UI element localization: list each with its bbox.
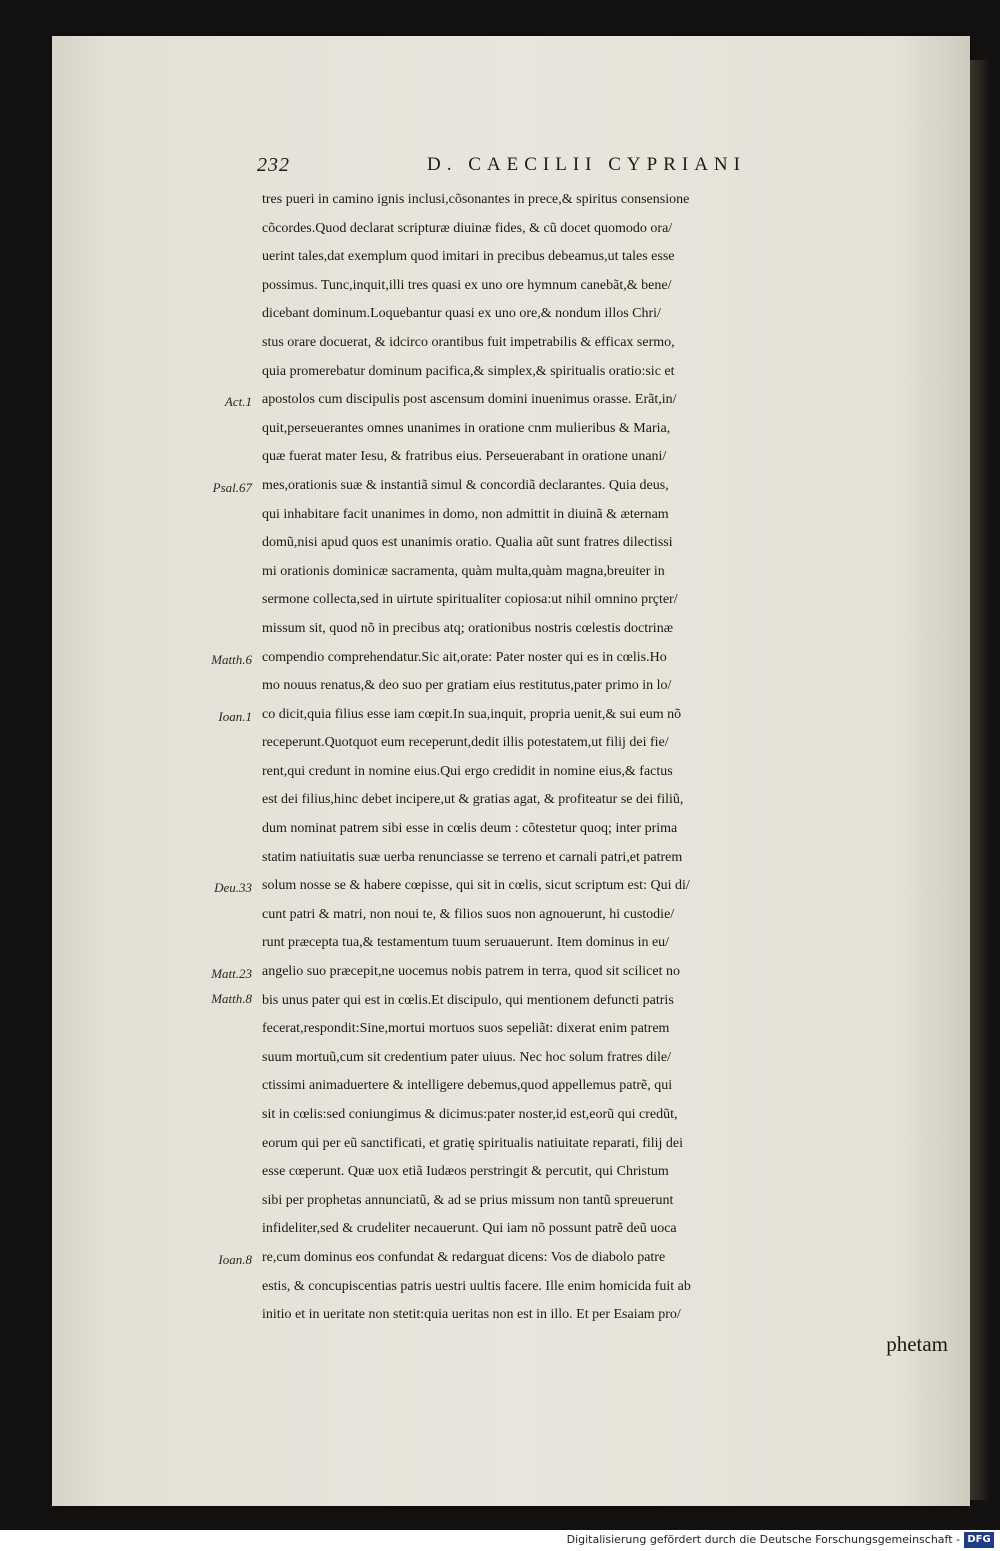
text-line: co dicit,quia filius esse iam cœpit.In sua,inquit, propria uenit,& sui eum nõ	[262, 706, 682, 722]
text-line: missum sit, quod nõ in precibus atq; orationibus nostris cœlestis doctrinæ	[262, 620, 674, 636]
text-line: mes,orationis suæ & instantiã simul & concordiã declarantes. Quia deus,	[262, 477, 669, 493]
text-line: solum nosse se & habere cœpisse, qui sit in cœlis, sicut scriptum est: Qui di/	[262, 878, 690, 894]
page-number: 232	[257, 154, 290, 176]
marginal-note: Matt.23	[211, 966, 252, 982]
text-line: cõcordes.Quod declarat scripturæ diuinæ fides, & cũ docet quomodo ora/	[262, 220, 673, 236]
marginal-note: Act.1	[224, 394, 252, 410]
text-line: mo nouus renatus,& deo suo per gratiam eius restitutus,pater primo in lo/	[262, 678, 672, 694]
text-line: quia promerebatur dominum pacifica,& simplex,& spiritualis oratio:sic et	[262, 363, 675, 379]
text-line: receperunt.Quotquot eum receperunt,dedit illis potestatem,ut filij dei fie/	[262, 735, 669, 751]
running-title: D. CAECILII CYPRIANI	[427, 154, 746, 175]
marginal-note: Matth.8	[211, 990, 252, 1006]
marginal-note: Ioan.1	[218, 708, 252, 724]
text-line: rent,qui credunt in nomine eius.Qui ergo credidit in nomine eius,& factus	[262, 763, 673, 779]
text-line: possimus. Tunc,inquit,illi tres quasi ex uno ore hymnum canebãt,& bene/	[262, 277, 672, 293]
text-line: initio et in ueritate non stetit:quia ueritas non est in illo. Et per Esaiam pro/	[262, 1307, 681, 1323]
text-line: quæ fuerat mater Iesu, & fratribus eius. Perseuerabant in oratione unani/	[262, 449, 667, 465]
marginal-note: Matth.6	[211, 651, 252, 667]
text-line: esse cœperunt. Quæ uox etiã Iudæos perstringit & percutit, qui Christum	[262, 1164, 669, 1180]
text-line: domũ,nisi apud quos est unanimis oratio. Qualia aũt sunt fratres dilectissi	[262, 535, 673, 551]
text-line: phetam	[886, 1331, 948, 1356]
text-line: compendio comprehendatur.Sic ait,orate: Pater noster qui es in cœlis.Ho	[262, 649, 667, 665]
digitization-footer	[0, 1530, 1000, 1551]
text-line: apostolos cum discipulis post ascensum domini inuenimus orasse. Erãt,in/	[262, 392, 677, 408]
page-header	[257, 154, 950, 184]
text-line: quit,perseuerantes omnes unanimes in oratione cnm mulieribus & Maria,	[262, 420, 671, 436]
text-line: mi orationis dominicæ sacramenta, quàm multa,quàm magna,breuiter in	[262, 563, 665, 579]
text-line: bis unus pater qui est in cœlis.Et discipulo, qui mentionem defuncti patris	[262, 992, 674, 1008]
text-line: angelio suo præcepit,ne uocemus nobis patrem in terra, quod sit scilicet no	[262, 964, 680, 980]
text-line: sit in cœlis:sed coniungimus & dicimus:pater noster,id est,eorũ qui credũt,	[262, 1107, 678, 1122]
marginal-note: Psal.67	[212, 480, 252, 495]
main-text-block	[262, 186, 952, 1358]
text-line: est dei filius,hinc debet incipere,ut & gratias agat, & profiteatur se dei filiũ,	[262, 792, 684, 808]
text-line: uerint tales,dat exemplum quod imitari in precibus debeamus,ut tales esse	[262, 249, 675, 265]
text-line: infideliter,sed & crudeliter necauerunt. Qui iam nõ possunt patrẽ deũ uoca	[262, 1221, 677, 1237]
text-line: ctissimi animaduertere & intelligere debemus,quod appellemus patrẽ, qui	[262, 1078, 673, 1094]
footer-credit: Digitalisierung gefördert durch die Deutsche Forschungsgemeinschaft -	[566, 1533, 960, 1546]
text-line: dum nominat patrem sibi esse in cœlis deum : cõtestetur quoq; inter prima	[262, 821, 678, 837]
text-line: estis, & concupiscentias patris uestri uultis facere. Ille enim homicida fuit ab	[262, 1278, 691, 1294]
text-line: re,cum dominus eos confundat & redarguat dicens: Vos de diabolo patre	[262, 1249, 666, 1265]
text-line: statim natiuitatis suæ uerba renunciasse se terreno et carnali patri,et patrem	[262, 849, 683, 865]
text-line: qui inhabitare facit unanimes in domo, non admittit in diuinã & æternam	[262, 506, 669, 522]
marginal-note: Ioan.8	[218, 1252, 252, 1268]
book-edge	[970, 60, 988, 1500]
dfg-logo: DFG	[964, 1532, 994, 1548]
text-line: sibi per prophetas annunciatũ, & ad se prius missum non tantũ spreuerunt	[262, 1192, 674, 1208]
text-line: dicebant dominum.Loquebantur quasi ex uno ore,& nondum illos Chri/	[262, 306, 661, 322]
marginal-note: Deu.33	[214, 880, 252, 896]
text-line: eorum qui per eũ sanctificati, et gratię spiritualis natiuitate reparati, filij dei	[262, 1135, 684, 1151]
text-line: tres pueri in camino ignis inclusi,cõsonantes in prece,& spiritus consensione	[262, 192, 690, 207]
text-line: cunt patri & matri, non noui te, & filios suos non agnouerunt, hi custodie/	[262, 906, 675, 922]
text-line: stus orare docuerat, & idcirco orantibus fuit impetrabilis & efficax sermo,	[262, 334, 675, 350]
text-line: sermone collecta,sed in uirtute spiritualiter copiosa:ut nihil omnino prçter/	[262, 592, 678, 608]
text-line: suum mortuũ,cum sit credentium pater uiuus. Nec hoc solum fratres dile/	[262, 1049, 672, 1065]
text-line: fecerat,respondit:Sine,mortui mortuos suos sepeliãt: dixerat enim patrem	[262, 1021, 670, 1037]
text-line: runt præcepta tua,& testamentum tuum seruauerunt. Item dominus in eu/	[262, 935, 670, 951]
